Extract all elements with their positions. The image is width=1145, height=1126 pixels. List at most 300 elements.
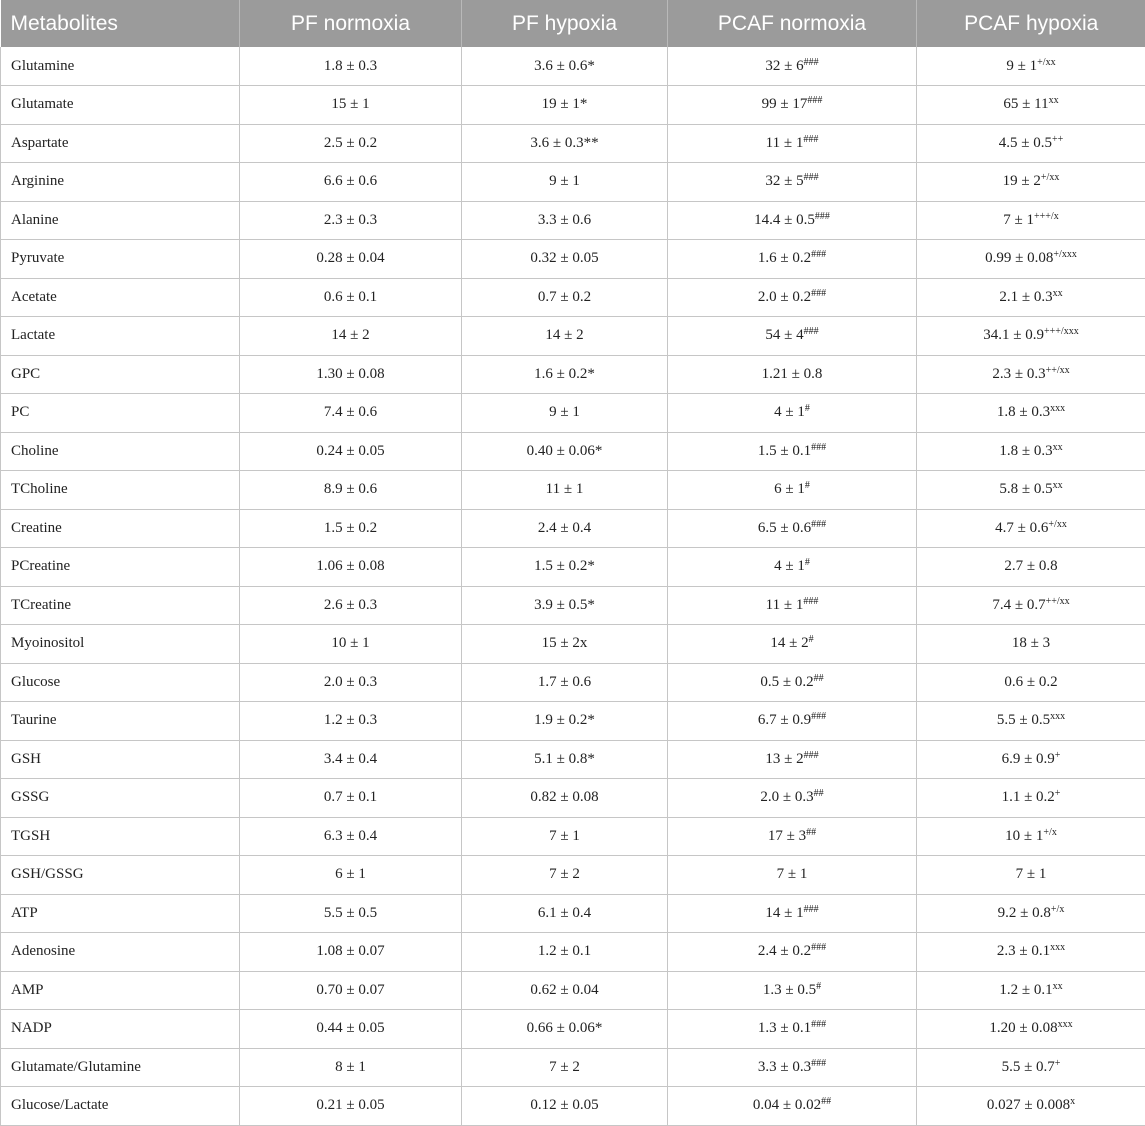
metabolite-name: NADP [1,1010,240,1049]
metabolite-name: Glucose [1,663,240,702]
value-cell [917,317,1145,356]
significance-marker: ### [811,1057,827,1069]
value-cell [240,201,462,240]
table-row [1,894,1145,933]
value-cell [917,1048,1145,1087]
cell-value: 5.5 ± 0.5 [996,712,1051,729]
table-row [1,163,1145,202]
value-cell [917,548,1145,587]
table-row [1,86,1145,125]
value-cell [240,471,462,510]
cell-value: 2.3 ± 0.3 [992,365,1046,382]
value-cell [668,1048,917,1087]
value-cell [462,394,668,433]
significance-marker: ### [811,287,827,299]
cell-value: 1.2 ± 0.1 [999,981,1053,998]
value-cell [917,47,1145,86]
value-cell [240,86,462,125]
value-cell [240,663,462,702]
metabolite-name: GSH/GSSG [1,856,240,895]
metabolite-name: TCholine [1,471,240,510]
cell-value: 2.1 ± 0.3 [999,288,1053,305]
cell-value: 5.1 ± 0.8* [534,750,595,767]
value-cell [668,124,917,163]
cell-value: 11 ± 1 [765,596,804,613]
metabolite-name: ATP [1,894,240,933]
value-cell [240,625,462,664]
significance-marker: +/xx [1048,518,1067,530]
table-row [1,240,1145,279]
value-cell [462,548,668,587]
value-cell [917,163,1145,202]
value-cell [462,240,668,279]
metabolite-name: Lactate [1,317,240,356]
table-row [1,509,1145,548]
metabolite-name: Choline [1,432,240,471]
cell-value: 6 ± 1 [774,481,805,498]
cell-value: 0.82 ± 0.08 [530,789,599,806]
cell-value: 0.04 ± 0.02 [752,1097,822,1114]
value-cell [917,663,1145,702]
significance-marker: +++/xxx [1044,326,1079,338]
cell-value: 1.6 ± 0.2 [757,250,812,267]
cell-value: 0.6 ± 0.1 [323,288,378,305]
value-cell [462,817,668,856]
value-cell [668,1010,917,1049]
value-cell [668,894,917,933]
value-cell [240,47,462,86]
value-cell [668,971,917,1010]
significance-marker: ### [811,711,827,723]
value-cell [668,586,917,625]
metabolite-name: Alanine [1,201,240,240]
cell-value: 0.28 ± 0.04 [316,250,385,267]
value-cell [917,394,1145,433]
significance-marker: x [1070,1096,1076,1108]
value-cell [917,240,1145,279]
cell-value: 32 ± 5 [765,173,804,190]
cell-value: 32 ± 6 [765,57,804,74]
significance-marker: ### [803,326,819,338]
table-row [1,1087,1145,1126]
significance-marker: ### [811,518,827,530]
table-row [1,779,1145,818]
cell-value: 0.66 ± 0.06* [526,1020,603,1037]
cell-value: 1.3 ± 0.5 [762,981,817,998]
cell-value: 0.7 ± 0.2 [537,288,592,305]
header-pcaf-normoxia: PCAF normoxia [668,0,917,47]
cell-value: 5.5 ± 0.7 [1001,1058,1055,1075]
value-cell [668,86,917,125]
cell-value: 4 ± 1 [774,404,805,421]
value-cell [917,471,1145,510]
significance-marker: ++ [1051,133,1064,145]
value-cell [917,586,1145,625]
value-cell [462,317,668,356]
value-cell [462,278,668,317]
value-cell [462,856,668,895]
cell-value: 34.1 ± 0.9 [983,327,1045,344]
significance-marker: ### [803,749,819,761]
significance-marker: +/xx [1037,56,1056,68]
significance-marker: xx [1052,480,1063,492]
cell-value: 0.24 ± 0.05 [316,442,385,459]
cell-value: 7 ± 1 [776,866,808,883]
value-cell [462,124,668,163]
cell-value: 13 ± 2 [765,750,804,767]
value-cell [668,856,917,895]
table-header [1,0,1145,47]
value-cell [462,933,668,972]
table-row [1,933,1145,972]
table-row [1,1048,1145,1087]
significance-marker: ## [813,672,824,684]
cell-value: 3.6 ± 0.6* [534,57,595,74]
value-cell [240,817,462,856]
cell-value: 65 ± 11 [1003,96,1049,113]
cell-value: 2.0 ± 0.3 [760,789,814,806]
cell-value: 1.1 ± 0.2 [1001,789,1055,806]
metabolite-name: GSH [1,740,240,779]
metabolite-name: Glutamate [1,86,240,125]
value-cell [917,86,1145,125]
value-cell [917,1010,1145,1049]
cell-value: 6.1 ± 0.4 [537,904,592,921]
significance-marker: # [804,557,810,569]
value-cell [240,509,462,548]
table-row [1,394,1145,433]
significance-marker: +/x [1050,903,1065,915]
metabolite-name: Myoinositol [1,625,240,664]
significance-marker: xxx [1050,711,1066,723]
value-cell [462,894,668,933]
value-cell [240,933,462,972]
value-cell [668,201,917,240]
cell-value: 7.4 ± 0.6 [323,404,378,421]
cell-value: 0.7 ± 0.1 [323,789,378,806]
cell-value: 18 ± 3 [1011,635,1051,652]
cell-value: 0.44 ± 0.05 [316,1020,385,1037]
value-cell [240,355,462,394]
table-row [1,702,1145,741]
value-cell [240,779,462,818]
value-cell [917,894,1145,933]
significance-marker: +/xx [1040,172,1060,184]
significance-marker: +++/x [1034,210,1059,222]
cell-value: 1.20 ± 0.08 [989,1020,1058,1037]
significance-marker: xxx [1050,403,1066,415]
cell-value: 2.4 ± 0.2 [757,943,812,960]
value-cell [668,625,917,664]
header-pcaf-hypoxia: PCAF hypoxia [917,0,1145,47]
cell-value: 19 ± 2 [1002,173,1041,190]
significance-marker: ## [806,826,817,838]
cell-value: 7.4 ± 0.7 [992,596,1046,613]
value-cell [917,779,1145,818]
significance-marker: + [1054,749,1061,761]
cell-value: 6.7 ± 0.9 [757,712,812,729]
cell-value: 14 ± 2 [770,635,809,652]
value-cell [668,471,917,510]
cell-value: 17 ± 3 [767,827,807,844]
cell-value: 2.5 ± 0.2 [323,134,378,151]
cell-value: 1.7 ± 0.6 [537,673,592,690]
value-cell [917,278,1145,317]
cell-value: 1.8 ± 0.3 [996,404,1051,421]
significance-marker: ++/xx [1045,364,1070,376]
cell-value: 1.30 ± 0.08 [316,365,385,382]
cell-value: 7 ± 2 [549,866,580,883]
cell-value: 4 ± 1 [774,558,805,575]
cell-value: 10 ± 1 [1005,827,1044,844]
cell-value: 9 ± 1 [549,404,580,421]
value-cell [668,740,917,779]
value-cell [462,163,668,202]
significance-marker: ++/xx [1045,595,1070,607]
cell-value: 0.40 ± 0.06* [526,442,603,459]
value-cell [462,201,668,240]
significance-marker: xxx [1057,1019,1073,1031]
cell-value: 2.0 ± 0.3 [323,673,378,690]
cell-value: 11 ± 1 [765,134,804,151]
value-cell [240,317,462,356]
metabolite-name: Adenosine [1,933,240,972]
metabolite-name: Arginine [1,163,240,202]
cell-value: 1.2 ± 0.3 [323,712,378,729]
cell-value: 14 ± 2 [331,327,370,344]
cell-value: 0.62 ± 0.04 [530,981,599,998]
value-cell [240,432,462,471]
significance-marker: # [808,634,814,646]
metabolite-name: TCreatine [1,586,240,625]
value-cell [917,432,1145,471]
header-pf-normoxia: PF normoxia [240,0,462,47]
significance-marker: xxx [1050,942,1066,954]
table-row [1,1010,1145,1049]
cell-value: 8 ± 1 [335,1058,366,1075]
value-cell [668,817,917,856]
value-cell [462,1048,668,1087]
value-cell [917,702,1145,741]
significance-marker: + [1054,1057,1061,1069]
value-cell [462,663,668,702]
significance-marker: # [804,480,810,492]
significance-marker: +/x [1043,826,1057,838]
value-cell [462,355,668,394]
cell-value: 7 ± 2 [549,1058,580,1075]
cell-value: 0.32 ± 0.05 [530,250,599,267]
cell-value: 6.3 ± 0.4 [323,827,378,844]
table-body [1,47,1145,1125]
significance-marker: ### [811,1019,827,1031]
metabolite-name: Pyruvate [1,240,240,279]
value-cell [240,702,462,741]
value-cell [240,124,462,163]
cell-value: 0.12 ± 0.05 [530,1097,599,1114]
table-row [1,471,1145,510]
significance-marker: # [816,980,822,992]
value-cell [668,509,917,548]
value-cell [668,432,917,471]
value-cell [668,355,917,394]
cell-value: 1.08 ± 0.07 [316,943,385,960]
value-cell [462,432,668,471]
cell-value: 7 ± 1 [549,827,580,844]
cell-value: 2.4 ± 0.4 [537,519,592,536]
metabolite-name: Glutamate/Glutamine [1,1048,240,1087]
cell-value: 3.3 ± 0.3 [757,1058,812,1075]
significance-marker: xx [1052,980,1063,992]
cell-value: 2.7 ± 0.8 [1004,558,1058,575]
header-metabolites: Metabolites [10,11,118,35]
cell-value: 0.6 ± 0.2 [1004,673,1058,690]
significance-marker: xx [1048,95,1059,107]
value-cell [668,394,917,433]
cell-value: 2.6 ± 0.3 [323,596,378,613]
table-row [1,317,1145,356]
value-cell [462,1010,668,1049]
cell-value: 1.06 ± 0.08 [316,558,385,575]
metabolite-name: Aspartate [1,124,240,163]
value-cell [668,702,917,741]
metabolite-name: PC [1,394,240,433]
header-row [1,0,1145,47]
cell-value: 1.8 ± 0.3 [999,442,1053,459]
significance-marker: ### [814,210,830,222]
table-row [1,817,1145,856]
cell-value: 0.99 ± 0.08 [985,250,1054,267]
table-row [1,856,1145,895]
significance-marker: ### [807,95,823,107]
value-cell [668,1087,917,1126]
cell-value: 10 ± 1 [331,635,370,652]
table-row [1,124,1145,163]
cell-value: 2.3 ± 0.1 [996,943,1051,960]
value-cell [462,509,668,548]
cell-value: 6.6 ± 0.6 [323,173,378,190]
cell-value: 1.9 ± 0.2* [534,712,595,729]
cell-value: 3.4 ± 0.4 [323,750,378,767]
value-cell [917,740,1145,779]
value-cell [240,1087,462,1126]
significance-marker: ### [811,249,827,261]
significance-marker: + [1054,788,1061,800]
cell-value: 2.0 ± 0.2 [757,288,812,305]
table-row [1,971,1145,1010]
value-cell [462,702,668,741]
significance-marker: ### [803,133,819,145]
metabolite-name: Creatine [1,509,240,548]
value-cell [462,779,668,818]
value-cell [668,663,917,702]
cell-value: 0.21 ± 0.05 [316,1097,385,1114]
table-row [1,740,1145,779]
value-cell [917,124,1145,163]
value-cell [917,201,1145,240]
value-cell [240,394,462,433]
value-cell [917,625,1145,664]
value-cell [462,1087,668,1126]
cell-value: 5.5 ± 0.5 [323,904,378,921]
value-cell [917,355,1145,394]
cell-value: 6.9 ± 0.9 [1001,750,1055,767]
cell-value: 4.7 ± 0.6 [995,519,1049,536]
metabolite-name: AMP [1,971,240,1010]
cell-value: 15 ± 2x [541,635,588,652]
value-cell [240,740,462,779]
value-cell [240,894,462,933]
significance-marker: ## [821,1096,832,1108]
value-cell [462,47,668,86]
cell-value: 14 ± 2 [545,327,584,344]
significance-marker: ## [813,788,824,800]
value-cell [462,86,668,125]
table-row [1,355,1145,394]
metabolite-name: Glutamine [1,47,240,86]
significance-marker: xx [1052,287,1063,299]
cell-value: 3.3 ± 0.6 [537,211,592,228]
table-row [1,625,1145,664]
cell-value: 1.5 ± 0.2 [323,519,378,536]
metabolite-name: Glucose/Lactate [1,1087,240,1126]
significance-marker: ### [803,595,819,607]
cell-value: 14.4 ± 0.5 [754,211,815,228]
value-cell [917,1087,1145,1126]
value-cell [668,47,917,86]
value-cell [240,971,462,1010]
header-pf-hypoxia: PF hypoxia [462,0,668,47]
table-row [1,278,1145,317]
cell-value: 8.9 ± 0.6 [323,481,378,498]
metabolite-name: PCreatine [1,548,240,587]
cell-value: 99 ± 17 [761,96,808,113]
cell-value: 9 ± 1 [549,173,580,190]
cell-value: 0.027 ± 0.008 [986,1097,1071,1114]
value-cell [462,740,668,779]
cell-value: 5.8 ± 0.5 [999,481,1053,498]
value-cell [240,548,462,587]
cell-value: 1.2 ± 0.1 [537,943,592,960]
cell-value: 7 ± 1 [1015,866,1047,883]
cell-value: 14 ± 1 [765,904,804,921]
cell-value: 1.3 ± 0.1 [757,1020,812,1037]
significance-marker: ### [803,172,819,184]
metabolite-name: GSSG [1,779,240,818]
cell-value: 54 ± 4 [765,327,804,344]
table-row [1,663,1145,702]
cell-value: 3.9 ± 0.5* [534,596,595,613]
cell-value: 9 ± 1 [1006,57,1038,74]
cell-value: 6 ± 1 [335,866,366,883]
table-row [1,47,1145,86]
value-cell [240,278,462,317]
cell-value: 1.8 ± 0.3 [323,57,378,74]
cell-value: 4.5 ± 0.5 [998,134,1052,151]
table-row [1,586,1145,625]
value-cell [668,163,917,202]
cell-value: 9.2 ± 0.8 [997,904,1051,921]
value-cell [668,779,917,818]
cell-value: 2.3 ± 0.3 [323,211,378,228]
value-cell [240,1048,462,1087]
table-row [1,432,1145,471]
cell-value: 11 ± 1 [545,481,584,498]
value-cell [668,278,917,317]
cell-value: 7 ± 1 [1003,211,1035,228]
significance-marker: xx [1052,441,1063,453]
value-cell [240,240,462,279]
value-cell [917,971,1145,1010]
